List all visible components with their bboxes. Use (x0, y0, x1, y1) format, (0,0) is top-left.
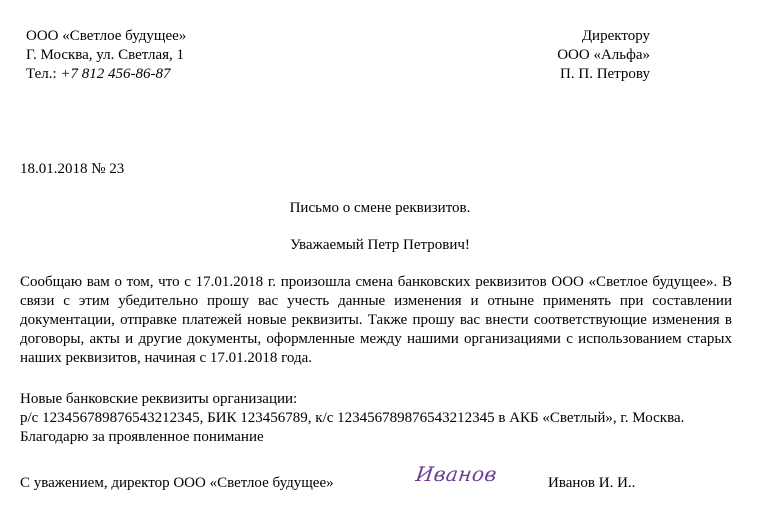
thanks-line: Благодарю за проявленное понимание (20, 429, 264, 445)
sender-phone-line (26, 65, 171, 83)
sender-phone: +7 812 456-86-87 (60, 66, 171, 82)
recipient-position: Директору (581, 28, 650, 44)
salutation: Уважаемый Петр Петрович! (290, 237, 470, 253)
sender-company: ООО «Светлое будущее» (26, 28, 187, 44)
body-paragraph: Сообщаю вам о том, что с 17.01.2018 г. произошла смена банковских реквизитов ООО «Светлое будущее». В связи с этим убедительно прошу вас учесть данные изменения и отныне применять при составлении документации, отправке платежей новые реквизиты. Также прошу вас внести соответствующие изменения в договоры, акты и другие документы, оформленные между нашими организациями с использованием старых наших реквизитов, начиная с 17.01.2018 года. (20, 274, 732, 366)
date-number: 18.01.2018 № 23 (20, 161, 125, 177)
recipient-company: ООО «Альфа» (557, 47, 650, 63)
sender-phone-label: Тел.: (26, 66, 57, 82)
sender-address: Г. Москва, ул. Светлая, 1 (26, 47, 185, 63)
requisites-details: р/с 123456789876543212345, БИК 123456789, к/с 123456789876543212345 в АКБ «Светлый», г. Москва. (20, 410, 685, 426)
requisites-heading: Новые банковские реквизиты организации: (20, 391, 298, 407)
handwritten-signature: Иванов (414, 462, 499, 486)
signer-name: Иванов И. И.. (548, 475, 636, 491)
recipient-name: П. П. Петрову (560, 66, 650, 82)
closing-text: С уважением, директор ООО «Светлое будущее» (20, 475, 334, 491)
letter-subject: Письмо о смене реквизитов. (289, 200, 471, 216)
